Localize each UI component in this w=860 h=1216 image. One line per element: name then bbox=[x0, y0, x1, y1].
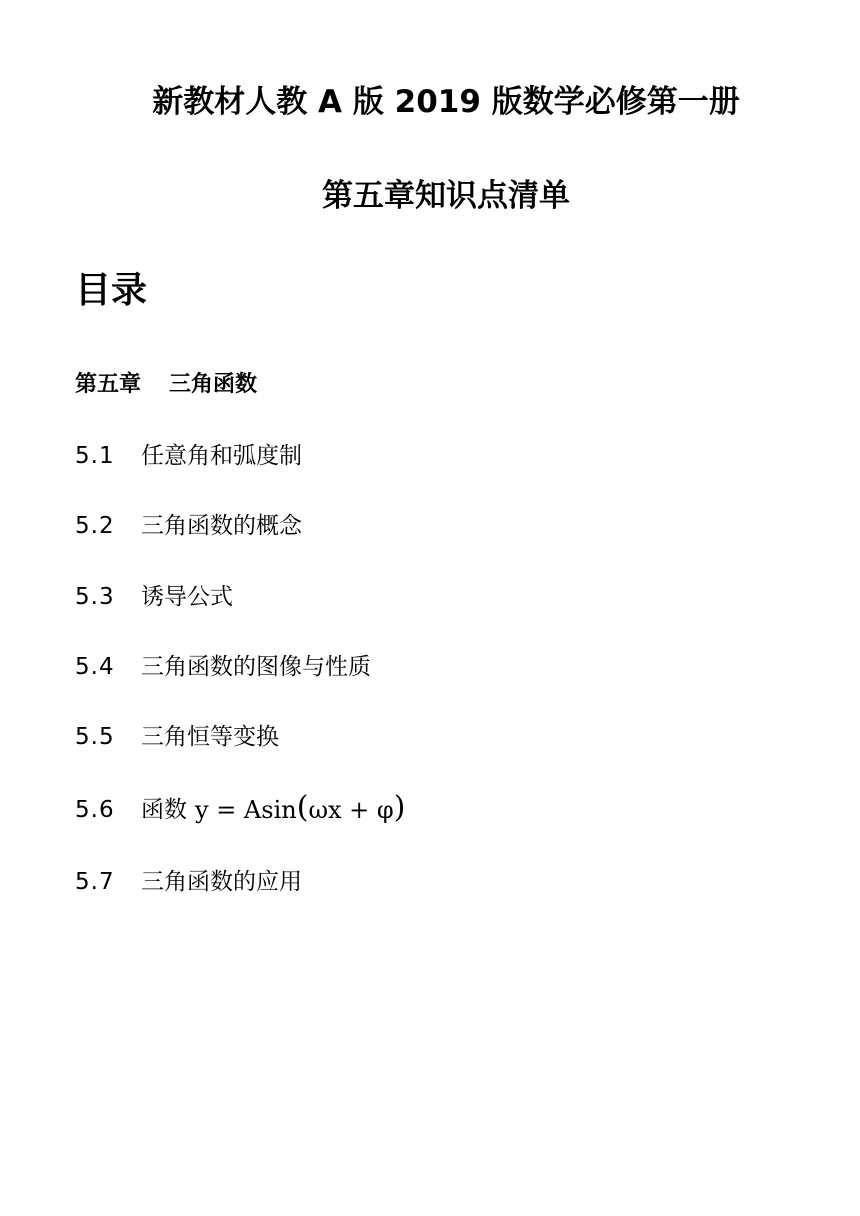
toc-heading: 目录 bbox=[75, 270, 148, 311]
toc-item[interactable] bbox=[75, 510, 302, 542]
toc-item[interactable] bbox=[75, 440, 302, 472]
formula-close-paren: ) bbox=[393, 790, 406, 825]
toc-item-title: 任意角和弧度制 bbox=[141, 443, 302, 469]
toc-item-number: 5.7 bbox=[75, 869, 115, 895]
toc-item[interactable] bbox=[75, 721, 279, 753]
toc-item[interactable] bbox=[75, 581, 233, 613]
formula-inner: ωx + φ bbox=[308, 796, 394, 824]
toc-chapter[interactable] bbox=[75, 370, 257, 400]
toc-item[interactable] bbox=[75, 790, 406, 826]
toc-item-number: 5.6 bbox=[75, 797, 115, 823]
chapter-title: 三角函数 bbox=[169, 372, 258, 397]
toc-item-number: 5.5 bbox=[75, 724, 115, 750]
formula-open-paren: ( bbox=[296, 790, 309, 825]
chapter-number: 第五章 bbox=[75, 372, 142, 397]
toc-item-title: 三角函数的应用 bbox=[141, 869, 302, 895]
toc-item-title: 诱导公式 bbox=[141, 584, 233, 610]
document-title: 新教材人教 A 版 2019 版数学必修第一册 bbox=[152, 84, 740, 120]
toc-item-number: 5.4 bbox=[75, 654, 115, 680]
document-subtitle: 第五章知识点清单 bbox=[322, 178, 570, 214]
formula-lhs: y = Asin bbox=[195, 796, 297, 824]
toc-item-formula bbox=[195, 790, 406, 826]
toc-item-number: 5.2 bbox=[75, 513, 115, 539]
toc-item-title-prefix: 函数 bbox=[141, 797, 187, 823]
toc-item[interactable] bbox=[75, 866, 302, 898]
toc-item[interactable] bbox=[75, 651, 371, 683]
toc-item-title: 三角函数的图像与性质 bbox=[141, 654, 371, 680]
toc-item-title: 三角恒等变换 bbox=[141, 724, 279, 750]
toc-item-number: 5.1 bbox=[75, 443, 115, 469]
toc-item-title: 三角函数的概念 bbox=[141, 513, 302, 539]
toc-item-number: 5.3 bbox=[75, 584, 115, 610]
